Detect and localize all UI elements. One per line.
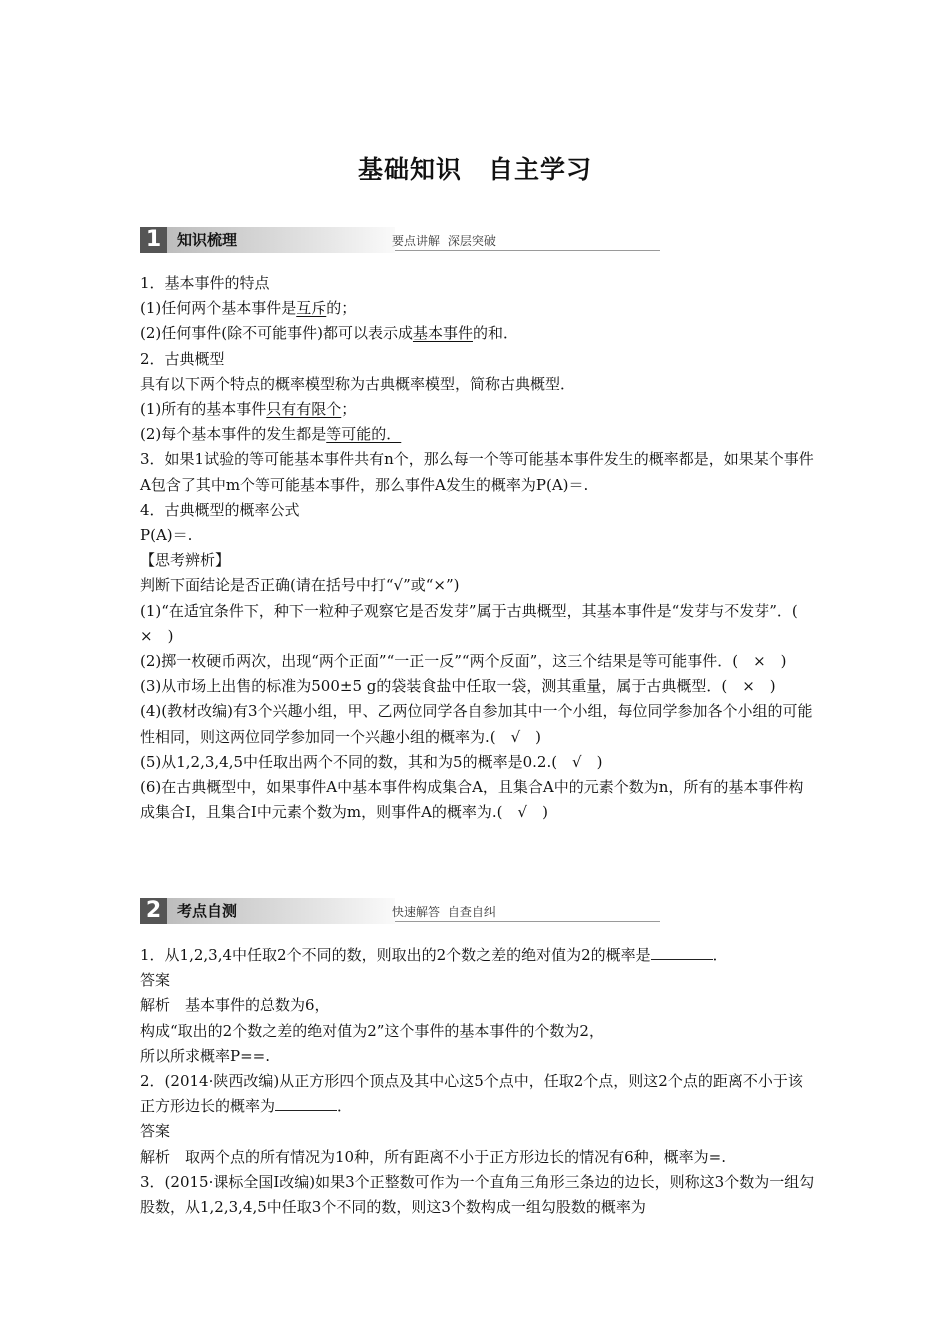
formula-line: P(A)＝.	[140, 526, 193, 545]
answer-blank	[275, 1096, 337, 1111]
knowledge-line: (1)所有的基本事件只有有限个；	[140, 400, 357, 419]
section-number-badge: 1	[140, 227, 167, 253]
knowledge-content	[140, 271, 815, 825]
heading-basic-event: 1．基本事件的特点	[140, 274, 270, 292]
fill-answer: 互斥	[296, 299, 327, 318]
knowledge-line: 具有以下两个特点的概率模型称为古典概率模型，简称古典概型．	[140, 374, 576, 393]
fill-answer: 等可能的．	[326, 425, 402, 444]
solution-line: 解析 取两个点的所有情况为10种，所有距离不小于正方形边长的情况有6种，概率为=.	[140, 1147, 726, 1166]
judgement-item: (2)掷一枚硬币两次，出现“两个正面”“一正一反”“两个反面”，这三个结果是等可能事件．( × )	[140, 652, 787, 671]
heading-classical-model: 2．古典概型	[140, 349, 225, 368]
solution-line: 构成“取出的2个数之差的绝对值为2”这个事件的基本事件的个数为2，	[140, 1021, 604, 1040]
selftest-content	[140, 943, 815, 1220]
solution-line: 解析 基本事件的总数为6，	[140, 996, 330, 1015]
judgement-item: (5)从1,2,3,4,5中任取出两个不同的数，其和为5的概率是0.2.( √ )	[140, 752, 603, 771]
problem-3: 3．(2015·课标全国Ⅰ改编)如果3个正整数可作为一个直角三角形三条边的边长，则称这3个数为一组勾股数，从1,2,3,4,5中任取3个不同的数，则这3个数构成一组勾股数的概率为	[140, 1172, 815, 1217]
judgement-item: (1)“在适宜条件下，种下一粒种子观察它是否发芽”属于古典概型，其基本事件是“发芽与不发芽”．( × )	[140, 601, 813, 645]
section-divider	[395, 921, 660, 922]
instruction-line: 判断下面结论是否正确(请在括号中打“√”或“×”)	[140, 576, 460, 595]
section-header-knowledge	[140, 227, 520, 253]
section-label: 考点自测	[167, 898, 395, 924]
fill-answer: 基本事件	[412, 324, 473, 343]
section-subtitle: 快速解答 自查自纠	[392, 905, 496, 919]
solution-line: 所以所求概率P==.	[140, 1046, 270, 1065]
think-heading: 【思考辨析】	[140, 551, 231, 570]
judgement-item: (4)(教材改编)有3个兴趣小组，甲、乙两位同学各自参加其中一个小组，每位同学参加各个小组的可能性相同，则这两位同学参加同一个兴趣小组的概率为.( √ )	[140, 702, 813, 746]
knowledge-line: (2)任何事件(除不可能事件)都可以表示成基本事件的和．	[140, 324, 518, 343]
judgement-item: (3)从市场上出售的标准为500±5 g的袋装食盐中任取一袋，测其重量，属于古典概型．( × )	[140, 677, 776, 696]
knowledge-line: (1)任何两个基本事件是互斥的；	[140, 299, 357, 318]
section-number-badge: 2	[140, 898, 167, 924]
knowledge-line: (2)每个基本事件的发生都是等可能的．	[140, 425, 402, 444]
fill-answer: 只有有限个	[266, 400, 342, 419]
problem-2: 2．(2014·陕西改编)从正方形四个顶点及其中心这5个点中，任取2个点，则这2个点的距离不小于该正方形边长的概率为 ．	[140, 1072, 803, 1116]
heading-formula: 4．古典概型的概率公式	[140, 500, 300, 519]
answer-label: 答案	[140, 971, 171, 990]
answer-blank	[651, 945, 713, 960]
problem-1: 1．从1,2,3,4中任取2个不同的数，则取出的2个数之差的绝对值为2的概率是 ．	[140, 946, 728, 964]
page-title: 基础知识 自主学习	[357, 155, 592, 184]
answer-label: 答案	[140, 1122, 171, 1141]
section-divider	[395, 250, 660, 251]
section-header-selftest	[140, 898, 520, 924]
section-subtitle: 要点讲解 深层突破	[392, 234, 496, 248]
section-label: 知识梳理	[167, 227, 395, 253]
knowledge-paragraph: 3．如果1试验的等可能基本事件共有n个，那么每一个等可能基本事件发生的概率都是，如果某个事件A包含了其中m个等可能基本事件，那么事件A发生的概率为P(A)＝.	[140, 450, 814, 494]
judgement-item: (6)在古典概型中，如果事件A中基本事件构成集合A，且集合A中的元素个数为n，所有的基本事件构成集合I，且集合I中元素个数为m，则事件A的概率为.( √ )	[140, 778, 804, 822]
